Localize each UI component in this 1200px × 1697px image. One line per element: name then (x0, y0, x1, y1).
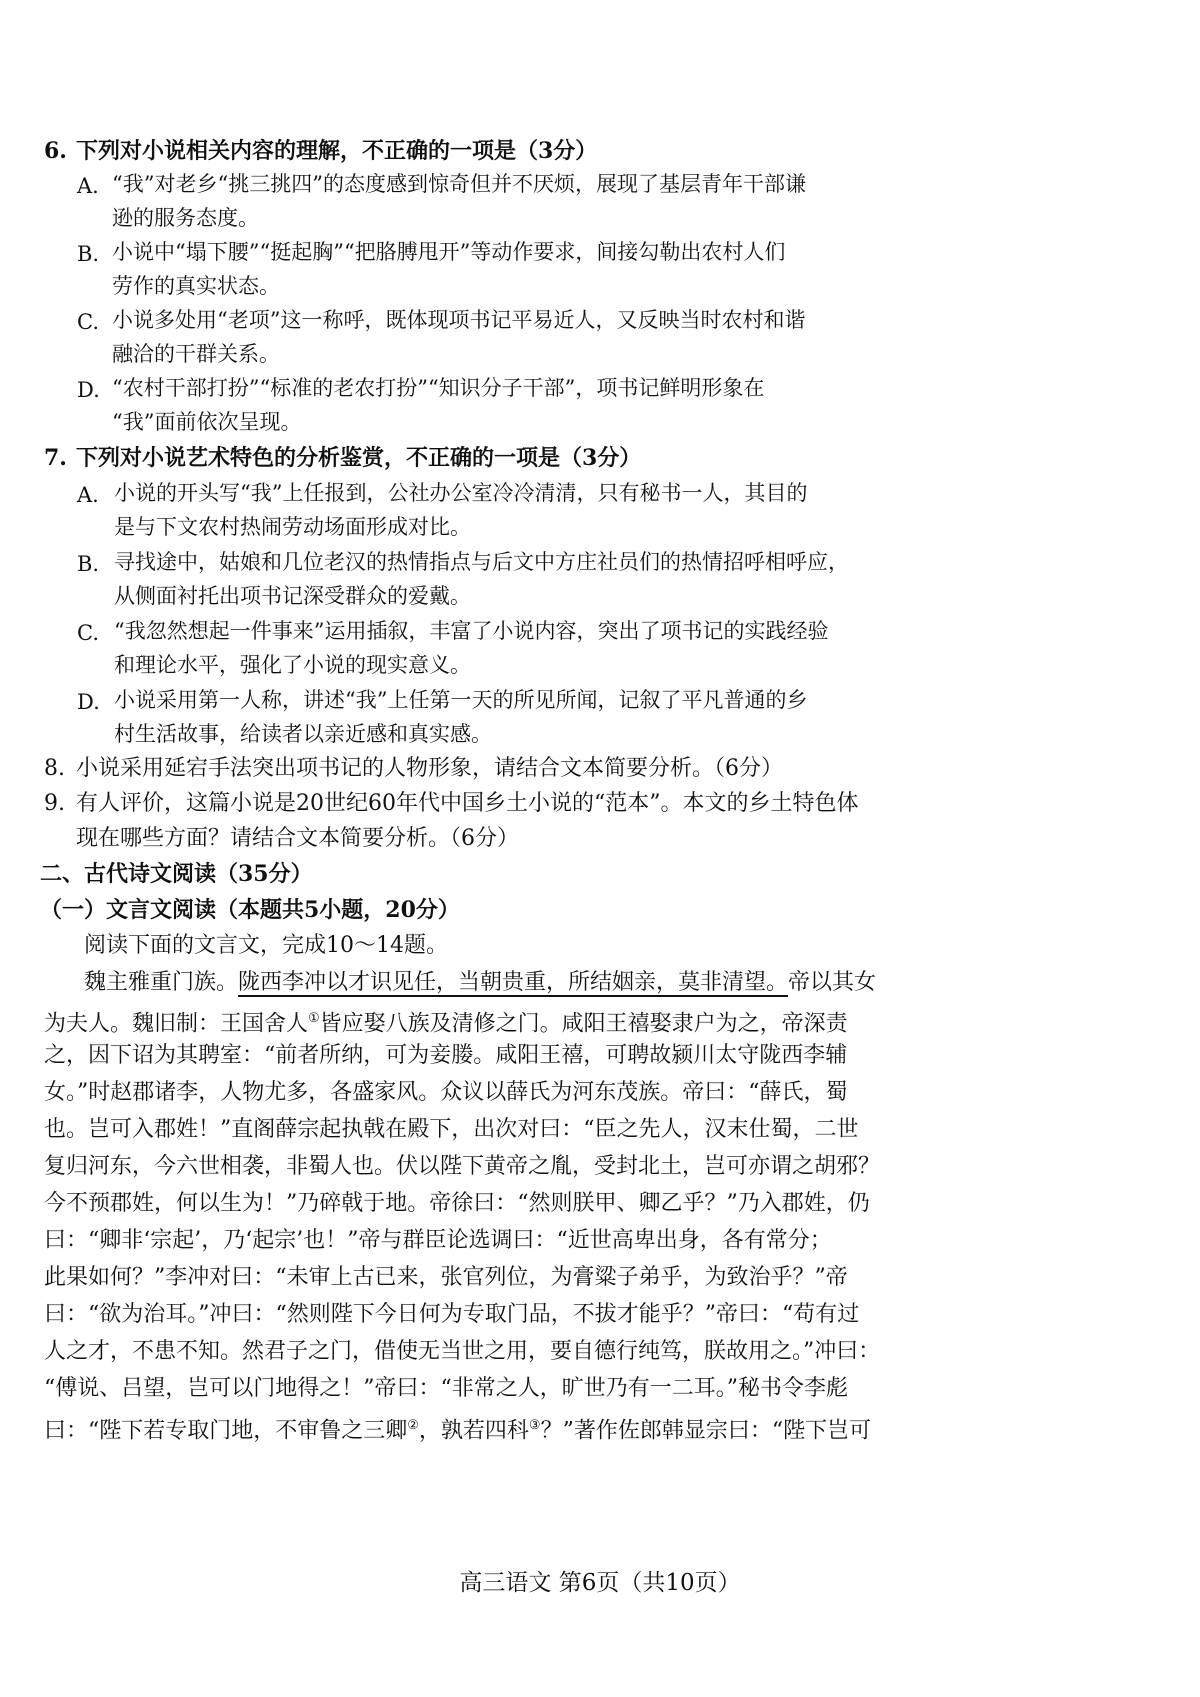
q6-option-b-label: B. (77, 242, 100, 266)
page-footer: 高三语文 第6页（共10页） (459, 1570, 741, 1596)
q7-option-c-line2: 和理论水平，强化了小说的现实意义。 (114, 653, 471, 677)
passage-line-8: 曰：“卿非‘宗起’，乃‘起宗’也！”帝与群臣论选调曰：“近世高卑出身，各有常分； (44, 1228, 832, 1253)
q7-option-d-line2: 村生活故事，给读者以亲近感和真实感。 (114, 722, 492, 746)
q7-number: 7. (44, 445, 67, 471)
passage-line-11: 人之才，不患不知。然君子之门，借使无当世之用，要自德行纯笃，朕故用之。”冲曰： (44, 1339, 881, 1364)
q7-option-a-line1: 小说的开头写“我”上任报到，公社办公室冷冷清清，只有秘书一人，其目的 (114, 481, 808, 505)
q6-option-d-line1: “农村干部打扮”“标准的老农打扮”“知识分子干部”，项书记鲜明形象在 (112, 376, 765, 400)
q9-text-line1: 有人评价，这篇小说是20世纪60年代中国乡土小说的“范本”。本文的乡土特色体 (76, 791, 859, 816)
passage-line-7: 今不预郡姓，何以生为！”乃碎戟于地。帝徐曰：“然则朕甲、卿乙乎？”乃入郡姓，仍 (44, 1191, 870, 1216)
passage-line-2 (44, 1000, 848, 1042)
passage-line-13 (44, 1407, 871, 1449)
q6-option-d-label: D. (77, 378, 100, 402)
footnote-marker-2: ② (407, 1418, 419, 1433)
q6-option-a-line2: 逊的服务态度。 (112, 206, 259, 230)
passage-line-9: 此果如何？”李冲对曰：“未审上古已来，张官列位，为膏粱子弟乎，为致治乎？”帝 (44, 1265, 848, 1290)
section-title: 二、古代诗文阅读（35分） (40, 861, 313, 887)
passage-line-12: “傅说、吕望，岂可以门地得之！”帝曰：“非常之人，旷世乃有一二耳。”秘书令李彪 (44, 1376, 848, 1401)
q7-option-b-line1: 寻找途中，姑娘和几位老汉的热情指点与后文中方庄社员们的热情招呼相呼应， (114, 550, 849, 574)
passage-line-13-end: ？”著作佐郎韩显宗曰：“陛下岂可 (540, 1418, 872, 1444)
passage-line-10: 曰：“欲为治耳。”冲曰：“然则陛下今日何为专取门品，不拔才能乎？”帝曰：“苟有过 (44, 1302, 860, 1327)
passage-line-13-start: 曰：“陛下若专取门地，不审鲁之三卿 (44, 1418, 408, 1444)
q7-option-d-line1: 小说采用第一人称，讲述“我”上任第一天的所见所闻，记叙了平凡普通的乡 (114, 688, 808, 712)
passage-line-1-start: 魏主雅重门族。 (84, 970, 239, 995)
q6-option-c-label: C. (77, 310, 99, 334)
passage-line-1 (84, 964, 876, 1001)
passage-line-2-end: 皆应娶八族及清修之门。咸阳王禧娶隶户为之，帝深责 (319, 1011, 848, 1037)
q6-option-c-line1: 小说多处用“老项”这一称呼，既体现项书记平易近人，又反映当时农村和谐 (112, 308, 806, 332)
q7-stem: 下列对小说艺术特色的分析鉴赏，不正确的一项是（3分） (76, 445, 642, 471)
section-subtitle: （一）文言文阅读（本题共5小题，20分） (40, 897, 460, 923)
q6-stem: 下列对小说相关内容的理解，不正确的一项是（3分） (76, 138, 598, 164)
q7-option-a-label: A. (77, 483, 99, 507)
passage-line-3: 之，因下诏为其聘室：“前者所纳，可为妾媵。咸阳王禧，可聘故颍川太守陇西李辅 (44, 1043, 848, 1068)
q6-option-a-label: A. (77, 174, 99, 198)
q6-option-d-line2: “我”面前依次呈现。 (112, 410, 302, 434)
q7-option-d-label: D. (77, 690, 100, 714)
q7-option-b-line2: 从侧面衬托出项书记深受群众的爱戴。 (114, 584, 471, 608)
passage-line-2-start: 为夫人。魏旧制：王国舍人 (44, 1011, 309, 1037)
passage-line-6: 复归河东，今六世相袭，非蜀人也。伏以陛下黄帝之胤，受封北土，岂可亦谓之胡邪？ (44, 1154, 881, 1179)
footnote-marker-3: ③ (528, 1418, 541, 1433)
footnote-marker-1: ① (308, 1011, 320, 1026)
q6-option-c-line2: 融洽的干群关系。 (112, 342, 280, 366)
q6-option-b-line1: 小说中“塌下腰”“挺起胸”“把胳膊甩开”等动作要求，间接勾勒出农村人们 (112, 240, 786, 264)
q7-option-c-line1: “我忽然想起一件事来”运用插叙，丰富了小说内容，突出了项书记的实践经验 (114, 619, 829, 643)
q9-number: 9. (44, 791, 65, 816)
q7-option-b-label: B. (77, 552, 100, 576)
q7-option-c-label: C. (77, 621, 99, 645)
passage-line-5: 也。岂可入郡姓！”直阁薛宗起执戟在殿下，出次对曰：“臣之先人，汉末仕蜀，二世 (44, 1117, 859, 1142)
passage-instruction: 阅读下面的文言文，完成10～14题。 (84, 933, 448, 958)
q8-number: 8. (44, 756, 65, 781)
q9-text-line2: 现在哪些方面？请结合文本简要分析。（6分） (76, 826, 519, 851)
q6-option-a-line1: “我”对老乡“挑三挑四”的态度感到惊奇但并不厌烦，展现了基层青年干部谦 (112, 172, 806, 196)
q8-text: 小说采用延宕手法突出项书记的人物形象，请结合文本简要分析。（6分） (76, 756, 783, 781)
q6-option-b-line2: 劳作的真实状态。 (112, 274, 280, 298)
passage-line-4: 女。”时赵郡诸李，人物尤多，各盛家风。众议以薛氏为河东茂族。帝曰：“薛氏，蜀 (44, 1080, 848, 1105)
underlined-sentence: 陇西李冲以才识见任，当朝贵重，所结姻亲，莫非清望。 (238, 970, 789, 995)
q7-option-a-line2: 是与下文农村热闹劳动场面形成对比。 (114, 515, 471, 539)
q6-number: 6. (44, 138, 67, 164)
passage-line-13-mid: ，孰若四科 (418, 1418, 529, 1444)
passage-line-1-end: 帝以其女 (788, 970, 877, 995)
